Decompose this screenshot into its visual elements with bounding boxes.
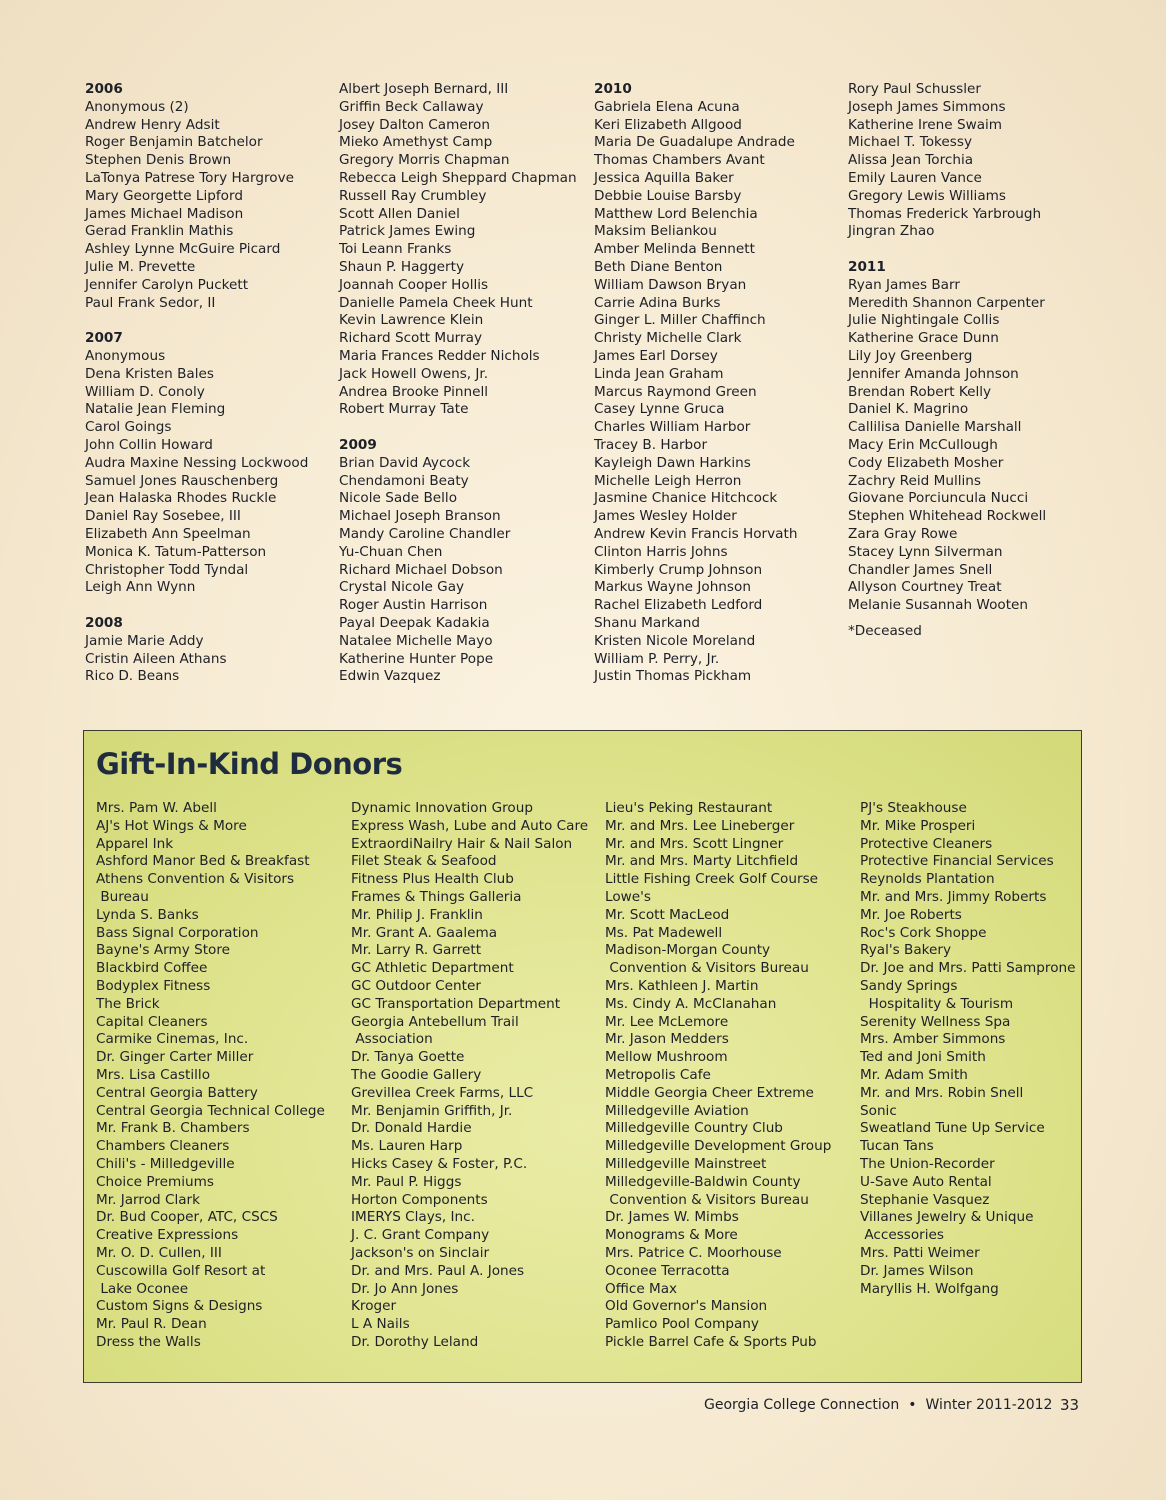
gift-donor-name: Apparel Ink [96,835,174,852]
donor-name: Michael T. Tokessy [848,134,972,151]
donor-name: Natalee Michelle Mayo [339,632,493,649]
gift-donor-name: Horton Components [351,1191,488,1208]
gift-donor-name: Mrs. Kathleen J. Martin [605,977,759,994]
gift-donor-name: Mrs. Patti Weimer [860,1244,980,1261]
gift-donor-name: Fitness Plus Health Club [351,871,514,888]
donor-name: Griffin Beck Callaway [339,98,484,115]
donor-name: Jennifer Amanda Johnson [848,365,1019,382]
gift-donor-name: Dr. Bud Cooper, ATC, CSCS [96,1209,278,1226]
donor-list-by-year [85,81,1105,701]
donor-name: Robert Murray Tate [339,401,469,418]
gift-donor-name: Mrs. Amber Simmons [860,1031,1006,1048]
gift-donor-name: Mrs. Lisa Castillo [96,1066,211,1083]
donor-name: James Michael Madison [85,205,244,222]
donor-name: Gabriela Elena Acuna [594,98,740,115]
donor-name: Rachel Elizabeth Ledford [594,597,763,614]
gift-donor-name: Ms. Cindy A. McClanahan [605,995,777,1012]
gift-donor-name: Mellow Mushroom [605,1049,728,1066]
gift-donor-name: Dr. and Mrs. Paul A. Jones [351,1262,525,1279]
donor-name: Gerad Franklin Mathis [85,223,234,240]
donor-name: Zachry Reid Mullins [848,472,981,489]
gift-donor-name: Ashford Manor Bed & Breakfast [96,853,310,870]
gift-donor-name: Ms. Pat Madewell [605,924,723,941]
footer-bullet: • [908,1397,917,1413]
donor-name: Cristin Aileen Athans [85,650,227,667]
donor-name: Meredith Shannon Carpenter [848,294,1045,311]
donor-name: Jessica Aquilla Baker [594,169,734,186]
gift-donor-name: Chambers Cleaners [96,1138,230,1155]
donor-name: John Collin Howard [85,436,213,453]
donor-name: Matthew Lord Belenchia [594,205,758,222]
donor-name: Danielle Pamela Cheek Hunt [339,294,533,311]
donor-name: Michael Joseph Branson [339,508,501,525]
gift-donor-name: Mr. Paul P. Higgs [351,1173,462,1190]
donor-name: Melanie Susannah Wooten [848,597,1029,614]
gift-donor-name: Central Georgia Technical College [96,1102,325,1119]
gift-donor-name: The Brick [96,995,160,1012]
donor-name: Andrew Henry Adsit [85,116,220,133]
donor-name: Maria De Guadalupe Andrade [594,134,795,151]
donor-name: Edwin Vazquez [339,668,441,685]
gift-in-kind-title: Gift-In-Kind Donors [96,747,403,781]
gift-donor-name: PJ's Steakhouse [860,800,967,816]
gift-donor-name: Pamlico Pool Company [605,1316,759,1333]
donor-name: Chendamoni Beaty [339,472,469,489]
donor-name: Cody Elizabeth Mosher [848,454,1004,471]
gift-donor-name: Frames & Things Galleria [351,888,522,905]
gift-donor-name: Carmike Cinemas, Inc. [96,1031,249,1048]
donor-name: Stephen Whitehead Rockwell [848,508,1047,525]
gift-donor-name: Dr. Ginger Carter Miller [96,1049,254,1066]
donor-name: Casey Lynne Gruca [594,401,725,418]
issue-date: Winter 2011-2012 [925,1397,1053,1413]
donor-name: Andrew Kevin Francis Horvath [594,525,798,542]
gift-donor-name: Mr. O. D. Cullen, III [96,1244,222,1261]
donor-name: Mary Georgette Lipford [85,187,243,204]
donor-name: Stephen Denis Brown [85,152,232,169]
gift-donor-name: Express Wash, Lube and Auto Care [351,817,589,834]
gift-donor-name: Athens Convention & Visitors [96,871,295,888]
gift-donor-name: L A Nails [351,1316,410,1333]
gift-donor-name: Madison-Morgan County [605,942,771,959]
gift-donor-name: IMERYS Clays, Inc. [351,1209,475,1226]
gift-column-1 [96,800,350,1352]
gift-donor-name: Tucan Tans [860,1138,934,1155]
gift-donor-name: Ryal's Bakery [860,942,952,959]
gift-donor-name: ExtraordiNailry Hair & Nail Salon [351,835,573,852]
gift-donor-name: Mr. and Mrs. Jimmy Roberts [860,888,1047,905]
gift-donor-name: Hospitality & Tourism [860,995,1014,1012]
donor-name: Brian David Aycock [339,454,471,471]
gift-donor-name: Mr. and Mrs. Lee Lineberger [605,817,795,834]
donor-name: Rebecca Leigh Sheppard Chapman [339,169,577,186]
donor-name: Payal Deepak Kadakia [339,614,490,631]
gift-donor-name: Dr. James W. Mimbs [605,1209,739,1226]
donor-name: Scott Allen Daniel [339,205,460,222]
donor-name: Albert Joseph Bernard, III [339,81,509,97]
gift-donor-name: Mr. Adam Smith [860,1066,968,1083]
donor-name: Kristen Nicole Moreland [594,632,756,649]
gift-donor-name: Old Governor's Mansion [605,1298,768,1315]
donor-column-4 [848,81,1098,641]
donor-name: Richard Michael Dobson [339,561,503,578]
gift-donor-name: Capital Cleaners [96,1013,208,1030]
gift-donor-name: Mr. Frank B. Chambers [96,1120,250,1137]
donor-name: Shanu Markand [594,614,700,631]
gift-donor-name: Serenity Wellness Spa [860,1013,1011,1030]
donor-name: Joannah Cooper Hollis [339,276,489,293]
gift-column-3 [605,800,859,1352]
gift-donor-name: Mr. Jason Medders [605,1031,729,1048]
gift-donor-name: Mr. Mike Prosperi [860,817,976,834]
gift-donor-name: Sweatland Tune Up Service [860,1120,1045,1137]
donor-name: Linda Jean Graham [594,365,724,382]
donor-name: Stacey Lynn Silverman [848,543,1003,560]
gift-donor-name: Maryllis H. Wolfgang [860,1280,999,1297]
spacer [85,312,335,330]
gift-donor-name: The Goodie Gallery [351,1066,482,1083]
gift-donor-name: Hicks Casey & Foster, P.C. [351,1155,528,1172]
gift-donor-name: Accessories [860,1227,944,1244]
gift-donor-name: Lake Oconee [96,1280,189,1297]
donor-name: Jasmine Chanice Hitchcock [594,490,778,507]
gift-column-2 [351,800,605,1352]
gift-donor-name: Protective Cleaners [860,835,993,852]
donor-name: Rory Paul Schussler [848,81,981,97]
donor-name: Leigh Ann Wynn [85,579,196,596]
donor-name: Keri Elizabeth Allgood [594,116,742,133]
gift-donor-name: Mr. Paul R. Dean [96,1316,207,1333]
donor-name: Crystal Nicole Gay [339,579,465,596]
gift-donor-name: AJ's Hot Wings & More [96,817,247,834]
gift-donor-name: Reynolds Plantation [860,871,995,888]
gift-donor-name: Kroger [351,1298,397,1315]
gift-donor-name: J. C. Grant Company [351,1227,490,1244]
gift-in-kind-box [83,730,1082,1383]
year-heading: 2009 [339,436,377,453]
donor-name: Daniel Ray Sosebee, III [85,508,241,525]
page-footer [704,1397,1052,1413]
gift-donor-name: Mr. Joe Roberts [860,906,962,923]
donor-name: Ryan James Barr [848,276,960,293]
donor-name: Julie M. Prevette [85,258,196,275]
gift-donor-name: Mr. and Mrs. Marty Litchfield [605,853,799,870]
donor-name: Markus Wayne Johnson [594,579,751,596]
gift-donor-name: Dr. Joe and Mrs. Patti Samprone [860,960,1076,977]
gift-donor-name: Mr. Scott MacLeod [605,906,730,923]
donor-name: Kimberly Crump Johnson [594,561,763,578]
donor-name: Samuel Jones Rauschenberg [85,472,279,489]
donor-name: Amber Melinda Bennett [594,241,755,258]
donor-name: James Wesley Holder [594,508,737,525]
donor-name: Yu-Chuan Chen [339,543,443,560]
donor-name: Roger Benjamin Batchelor [85,134,263,151]
gift-donor-name: Dress the Walls [96,1333,201,1350]
donor-name: Natalie Jean Fleming [85,401,226,418]
gift-donor-name: Milledgeville Development Group [605,1138,832,1155]
gift-donor-name: Creative Expressions [96,1227,239,1244]
donor-name: Richard Scott Murray [339,330,482,347]
donor-name: Michelle Leigh Herron [594,472,742,489]
gift-donor-name: Dynamic Innovation Group [351,800,533,816]
publication-name: Georgia College Connection [704,1397,900,1413]
gift-donor-name: Chili's - Milledgeville [96,1155,235,1172]
donor-name: Christy Michelle Clark [594,330,742,347]
gift-donor-name: U-Save Auto Rental [860,1173,992,1190]
donor-name: Chandler James Snell [848,561,993,578]
donor-name: Shaun P. Haggerty [339,258,464,275]
donor-name: Jamie Marie Addy [85,632,204,649]
gift-donor-name: Georgia Antebellum Trail [351,1013,519,1030]
donor-name: Monica K. Tatum-Patterson [85,543,267,560]
donor-name: Lily Joy Greenberg [848,347,973,364]
donor-name: Anonymous (2) [85,98,189,115]
gift-donor-name: Little Fishing Creek Golf Course [605,871,819,888]
donor-name: Kevin Lawrence Klein [339,312,484,329]
donor-name: Katherine Irene Swaim [848,116,1003,133]
gift-donor-name: Monograms & More [605,1227,738,1244]
gift-donor-name: Milledgeville Country Club [605,1120,783,1137]
donor-name: Maksim Beliankou [594,223,717,240]
donor-name: Jack Howell Owens, Jr. [339,365,489,382]
year-heading: 2011 [848,258,886,275]
gift-donor-name: Villanes Jewelry & Unique [860,1209,1034,1226]
donor-name: Mieko Amethyst Camp [339,134,493,151]
gift-donor-name: Oconee Terracotta [605,1262,730,1279]
gift-donor-name: Convention & Visitors Bureau [605,960,809,977]
donor-name: Marcus Raymond Green [594,383,757,400]
gift-donor-name: Jackson's on Sinclair [351,1244,490,1261]
gift-donor-name: Custom Signs & Designs [96,1298,263,1315]
year-heading: 2007 [85,330,123,347]
spacer [339,419,589,437]
gift-donor-name: Association [351,1031,433,1048]
donor-name: Justin Thomas Pickham [594,668,752,685]
donor-name: Jean Halaska Rhodes Ruckle [85,490,277,507]
gift-donor-name: Dr. Donald Hardie [351,1120,472,1137]
donor-name: Brendan Robert Kelly [848,383,992,400]
donor-name: Carrie Adina Burks [594,294,721,311]
donor-name: Christopher Todd Tyndal [85,561,249,578]
gift-donor-name: Ms. Lauren Harp [351,1138,463,1155]
gift-donor-name: Lieu's Peking Restaurant [605,800,773,816]
gift-donor-name: Pickle Barrel Cafe & Sports Pub [605,1333,817,1350]
gift-donor-name: Mr. Jarrod Clark [96,1191,201,1208]
donor-name: Roger Austin Harrison [339,597,488,614]
donor-name: Paul Frank Sedor, II [85,294,216,311]
donor-name: Rico D. Beans [85,668,180,685]
donor-name: Toi Leann Franks [339,241,452,258]
donor-name: Joseph James Simmons [848,98,1006,115]
gift-donor-name: GC Outdoor Center [351,977,481,994]
donor-name: Elizabeth Ann Speelman [85,525,251,542]
gift-donor-name: Lynda S. Banks [96,906,199,923]
gift-donor-name: Choice Premiums [96,1173,214,1190]
gift-donor-name: Dr. Dorothy Leland [351,1333,479,1350]
donor-name: Gregory Morris Chapman [339,152,510,169]
donor-name: Tracey B. Harbor [594,436,708,453]
donor-name: Daniel K. Magrino [848,401,969,418]
spacer [85,597,335,615]
donor-name: Clinton Harris Johns [594,543,728,560]
year-heading: 2010 [594,81,632,97]
donor-name: Giovane Porciuncula Nucci [848,490,1029,507]
gift-donor-name: Sandy Springs [860,977,958,994]
gift-donor-name: Dr. Tanya Goette [351,1049,465,1066]
donor-name: Josey Dalton Cameron [339,116,490,133]
donor-name: Macy Erin McCullough [848,436,998,453]
gift-donor-name: Sonic [860,1102,897,1119]
donor-name: Andrea Brooke Pinnell [339,383,488,400]
donor-name: Mandy Caroline Chandler [339,525,511,542]
deceased-note: *Deceased [848,622,922,639]
donor-name: Ginger L. Miller Chaffinch [594,312,766,329]
donor-name: Katherine Hunter Pope [339,650,494,667]
gift-donor-name: The Union-Recorder [860,1155,995,1172]
donor-name: Patrick James Ewing [339,223,476,240]
donor-name: Gregory Lewis Williams [848,187,1006,204]
donor-name: Carol Goings [85,419,172,436]
donor-name: Kayleigh Dawn Harkins [594,454,751,471]
gift-donor-name: Mrs. Pam W. Abell [96,800,217,816]
donor-name: William P. Perry, Jr. [594,650,720,667]
donor-name: Callilisa Danielle Marshall [848,419,1022,436]
donor-column-2 [339,81,589,686]
gift-donor-name: Metropolis Cafe [605,1066,711,1083]
donor-name: Katherine Grace Dunn [848,330,999,347]
gift-donor-name: Office Max [605,1280,678,1297]
donor-name: Beth Diane Benton [594,258,723,275]
gift-donor-name: GC Transportation Department [351,995,561,1012]
gift-donor-name: Central Georgia Battery [96,1084,258,1101]
donor-name: Thomas Frederick Yarbrough [848,205,1042,222]
year-heading: 2008 [85,614,123,631]
donor-name: Debbie Louise Barsby [594,187,742,204]
gift-donor-name: Bureau [96,888,149,905]
gift-donor-name: Mr. and Mrs. Scott Lingner [605,835,784,852]
donor-name: Alissa Jean Torchia [848,152,974,169]
donor-name: Allyson Courtney Treat [848,579,1002,596]
gift-donor-name: Mr. Benjamin Griffith, Jr. [351,1102,513,1119]
donor-name: Jennifer Carolyn Puckett [85,276,249,293]
gift-donor-name: Filet Steak & Seafood [351,853,497,870]
donor-name: Zara Gray Rowe [848,525,958,542]
donor-name: Thomas Chambers Avant [594,152,765,169]
donor-name: Anonymous [85,347,166,364]
donor-name: James Earl Dorsey [594,347,718,364]
donor-name: Jingran Zhao [848,223,935,240]
gift-donor-name: Dr. Jo Ann Jones [351,1280,459,1297]
donor-name: LaTonya Patrese Tory Hargrove [85,169,295,186]
gift-donor-name: Mr. Larry R. Garrett [351,942,482,959]
gift-donor-name: Lowe's [605,888,651,905]
gift-donor-name: Mr. Philip J. Franklin [351,906,483,923]
donor-name: Audra Maxine Nessing Lockwood [85,454,309,471]
gift-donor-name: GC Athletic Department [351,960,514,977]
gift-donor-name: Middle Georgia Cheer Extreme [605,1084,814,1101]
gift-donor-name: Milledgeville-Baldwin County [605,1173,801,1190]
gift-donor-name: Ted and Joni Smith [860,1049,986,1066]
gift-donor-name: Milledgeville Aviation [605,1102,749,1119]
donor-column-3 [594,81,844,686]
page-number: 33 [1060,1396,1080,1414]
gift-column-4 [860,800,1114,1298]
donor-name: Charles William Harbor [594,419,751,436]
gift-donor-name: Mr. Grant A. Gaalema [351,924,498,941]
gift-donor-name: Mr. Lee McLemore [605,1013,729,1030]
donor-name: William Dawson Bryan [594,276,747,293]
gift-donor-name: Convention & Visitors Bureau [605,1191,809,1208]
gift-donor-name: Cuscowilla Golf Resort at [96,1262,266,1279]
gift-donor-name: Roc's Cork Shoppe [860,924,987,941]
gift-donor-name: Bayne's Army Store [96,942,231,959]
gift-donor-name: Dr. James Wilson [860,1262,974,1279]
gift-donor-name: Blackbird Coffee [96,960,208,977]
donor-name: Ashley Lynne McGuire Picard [85,241,281,258]
donor-name: Nicole Sade Bello [339,490,458,507]
donor-name: Dena Kristen Bales [85,365,214,382]
donor-name: William D. Conoly [85,383,205,400]
year-heading: 2006 [85,81,123,97]
gift-donor-name: Milledgeville Mainstreet [605,1155,767,1172]
gift-donor-name: Bass Signal Corporation [96,924,259,941]
donor-name: Julie Nightingale Collis [848,312,1000,329]
spacer [848,241,1098,259]
gift-donor-name: Stephanie Vasquez [860,1191,990,1208]
gift-donor-name: Protective Financial Services [860,853,1054,870]
donor-name: Maria Frances Redder Nichols [339,347,540,364]
donor-name: Emily Lauren Vance [848,169,982,186]
gift-donor-name: Grevillea Creek Farms, LLC [351,1084,534,1101]
gift-donor-name: Mr. and Mrs. Robin Snell [860,1084,1024,1101]
gift-donor-name: Mrs. Patrice C. Moorhouse [605,1244,782,1261]
gift-donor-name: Bodyplex Fitness [96,977,211,994]
donor-column-1 [85,81,335,686]
donor-name: Russell Ray Crumbley [339,187,487,204]
